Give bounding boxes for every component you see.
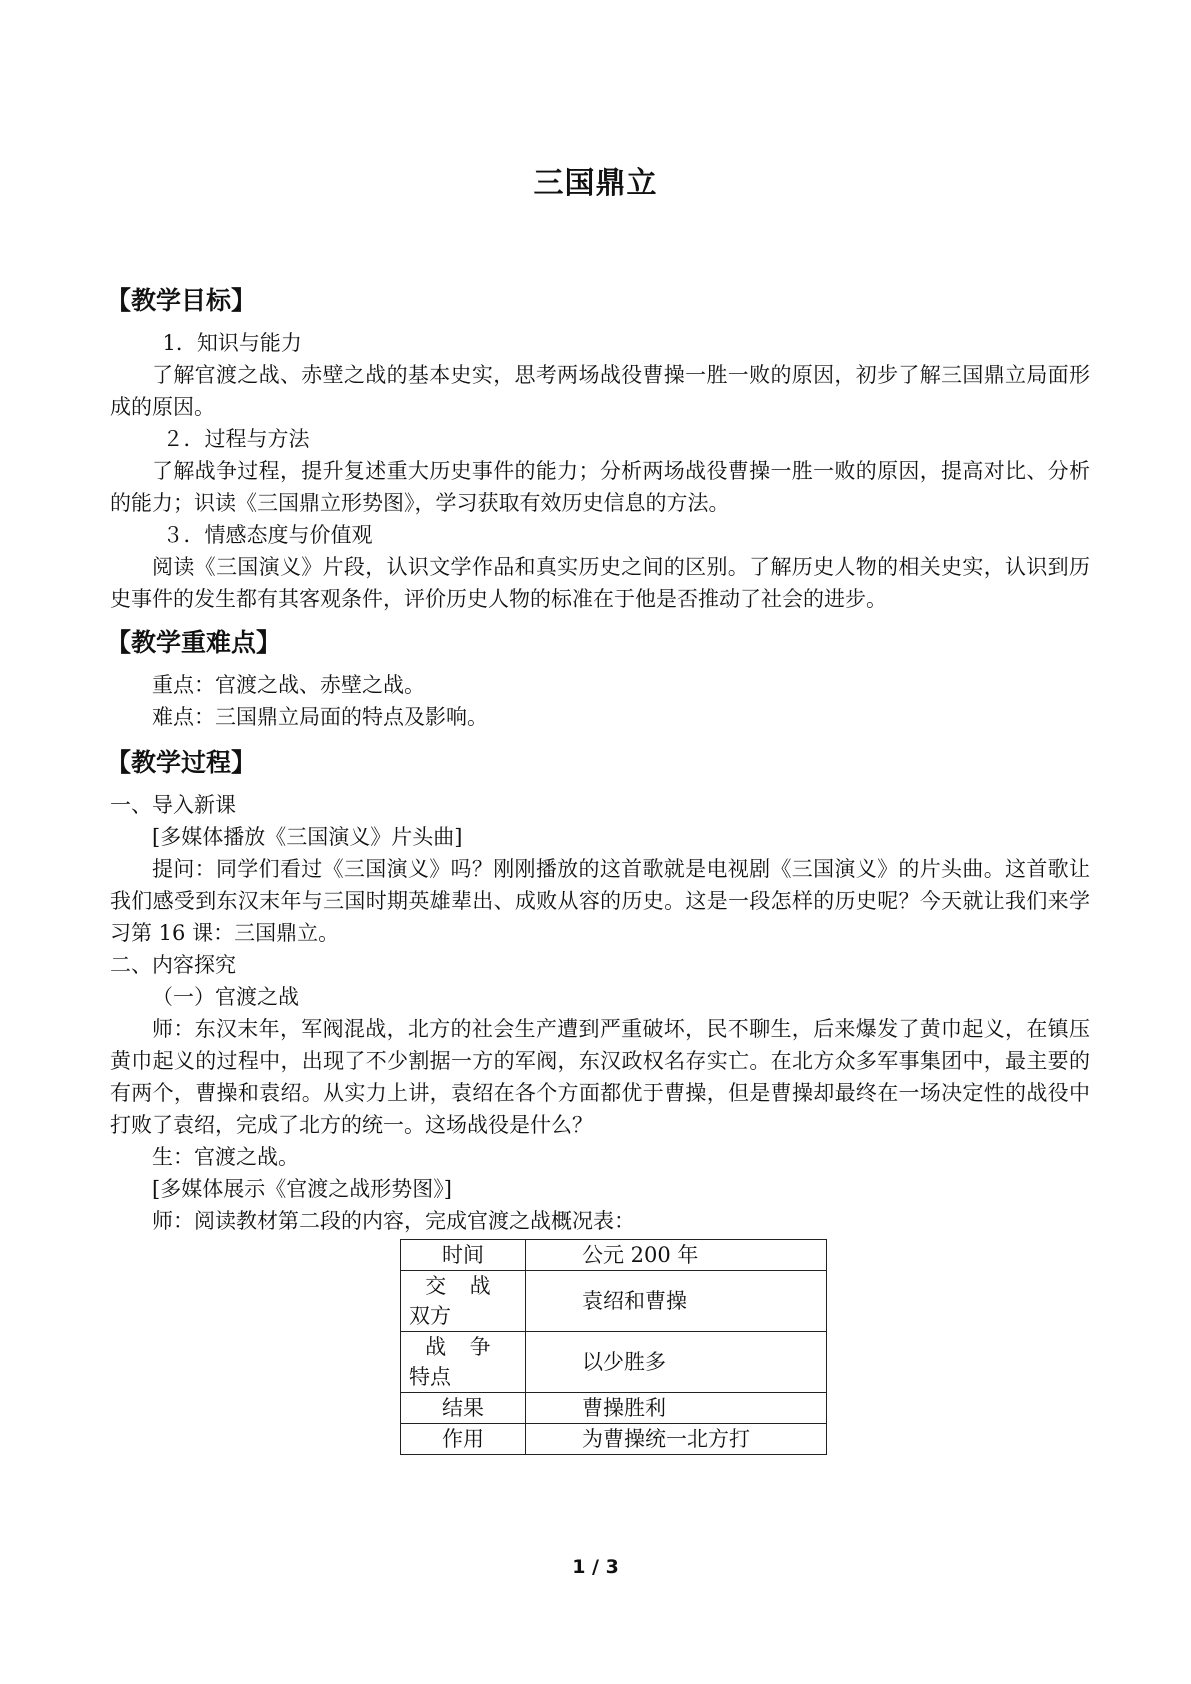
table-cell-value: 袁绍和曹操 [526, 1271, 827, 1332]
table-cell-value: 公元 200 年 [526, 1240, 827, 1271]
table-row [401, 1271, 827, 1332]
table-cell-key: 作用 [401, 1424, 526, 1455]
table-cell-value: 为曹操统一北方打 [526, 1424, 827, 1455]
table-cell-key: 结果 [401, 1393, 526, 1424]
process-sub1-title: （一）官渡之战 [152, 985, 299, 1009]
key-point-text: 重点：官渡之战、赤壁之战。 [152, 673, 425, 697]
teacher-statement-2: 师：阅读教材第二段的内容，完成官渡之战概况表： [152, 1209, 635, 1233]
process-part1-question: 提问：同学们看过《三国演义》吗？刚刚播放的这首歌就是电视剧《三国演义》的片头曲。这首歌让我们感受到东汉末年与三国时期英雄辈出、成败从容的历史。这是一段怎样的历史呢？今天就让我们来学习第 16 课：三国鼎立。 [110, 857, 1090, 945]
process-part1-title: 一、导入新课 [110, 793, 236, 817]
section-heading-process: 【教学过程】 [106, 748, 257, 777]
table-row [401, 1332, 827, 1393]
media-note-2: [多媒体展示《官渡之战形势图》] [152, 1177, 452, 1201]
table-row [401, 1424, 827, 1455]
goal-2-title: ２．过程与方法 [162, 427, 310, 451]
page-number: 1 / 3 [572, 1556, 619, 1578]
table-cell-key-line1: 战 争 [425, 1335, 499, 1359]
teacher-statement-1: 师：东汉末年，军阀混战，北方的社会生产遭到严重破坏，民不聊生，后来爆发了黄巾起义，在镇压黄巾起义的过程中，出现了不少割据一方的军阀，东汉政权名存实亡。在北方众多军事集团中，最主要的有两个，曹操和袁绍。从实力上讲，袁绍在各个方面都优于曹操，但是曹操却最终在一场决定性的战役中打败了袁绍，完成了北方的统一。这场战役是什么？ [110, 1017, 1090, 1137]
goal-2-text: 了解战争过程，提升复述重大历史事件的能力；分析两场战役曹操一胜一败的原因，提高对比、分析的能力；识读《三国鼎立形势图》，学习获取有效历史信息的方法。 [110, 459, 1090, 515]
table-cell-key-line1: 交 战 [425, 1274, 499, 1298]
table-cell-key-line2: 特点 [409, 1365, 451, 1389]
table-row [401, 1240, 827, 1271]
goal-3-text: 阅读《三国演义》片段，认识文学作品和真实历史之间的区别。了解历史人物的相关史实，认识到历史事件的发生都有其客观条件，评价历史人物的标准在于他是否推动了社会的进步。 [110, 555, 1090, 611]
table-cell-key [401, 1271, 526, 1332]
page-title: 三国鼎立 [533, 166, 658, 201]
table-cell-value: 曹操胜利 [526, 1393, 827, 1424]
goal-1-text: 了解官渡之战、赤壁之战的基本史实，思考两场战役曹操一胜一败的原因，初步了解三国鼎立局面形成的原因。 [110, 363, 1090, 419]
table-cell-key [401, 1332, 526, 1393]
table-cell-key: 时间 [401, 1240, 526, 1271]
section-heading-key-points: 【教学重难点】 [106, 628, 282, 657]
guandu-battle-summary-table [400, 1239, 827, 1455]
document-body [106, 285, 1090, 1455]
difficult-point-text: 难点：三国鼎立局面的特点及影响。 [152, 705, 488, 729]
goal-1-title: 1．知识与能力 [162, 331, 302, 355]
process-part2-title: 二、内容探究 [110, 953, 236, 977]
table-row [401, 1393, 827, 1424]
table-cell-key-line2: 双方 [409, 1304, 451, 1328]
goal-3-title: ３．情感态度与价值观 [162, 523, 373, 547]
process-part1-media: [多媒体播放《三国演义》片头曲] [152, 825, 463, 849]
section-heading-goals: 【教学目标】 [106, 286, 257, 315]
table-cell-value: 以少胜多 [526, 1332, 827, 1393]
student-answer-1: 生：官渡之战。 [152, 1145, 299, 1169]
